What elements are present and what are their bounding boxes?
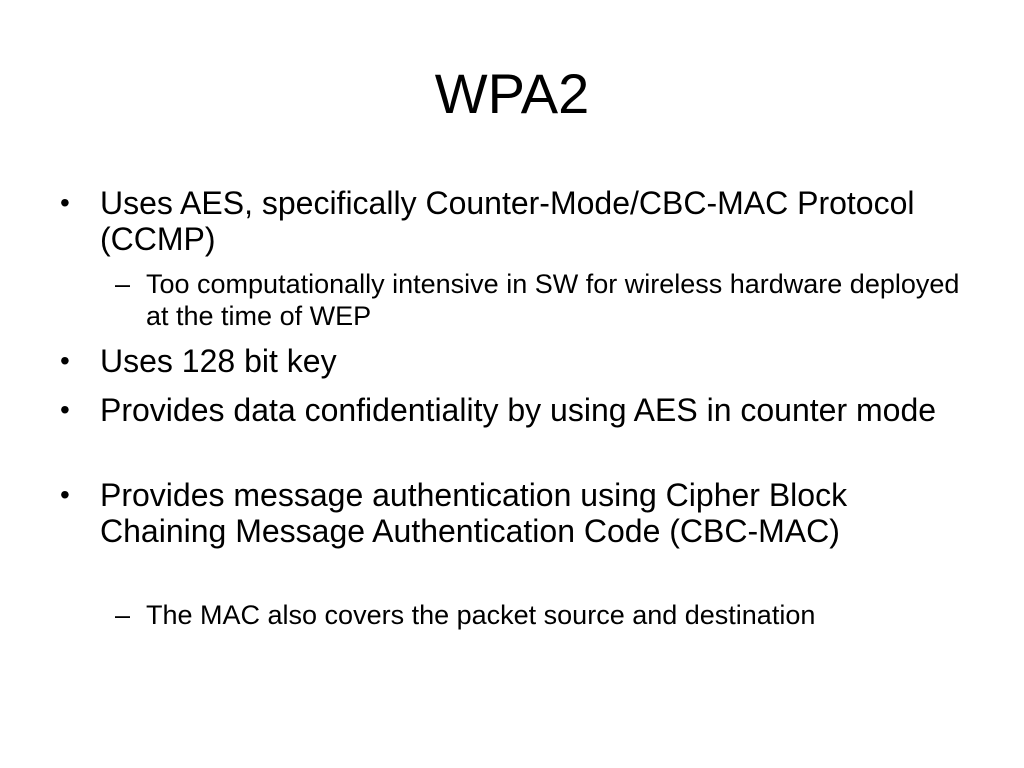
sub-bullet-text: The MAC also covers the packet source and destination — [146, 600, 816, 630]
bullet-item — [60, 477, 980, 549]
bullet-marker: • — [60, 345, 70, 376]
slide-title: WPA2 — [434, 62, 590, 125]
bullet-text: Uses AES, specifically Counter-Mode/CBC-MAC Protocol (CCMP) — [100, 185, 915, 257]
bullet-text: Provides data confidentiality by using AES in counter mode — [100, 392, 937, 428]
bullet-marker: • — [60, 394, 70, 425]
bullet-item — [60, 343, 980, 379]
bullet-item — [60, 392, 980, 428]
sub-bullet-item — [115, 599, 976, 631]
bullet-marker: • — [60, 187, 70, 218]
sub-bullet-marker: – — [115, 269, 131, 299]
sub-bullet-text: Too computationally intensive in SW for wireless hardware deployed at the time of WEP — [146, 269, 960, 331]
bullet-marker: • — [60, 479, 70, 510]
bullet-item — [60, 185, 980, 257]
sub-bullet-item — [115, 268, 976, 332]
bullet-text: Uses 128 bit key — [100, 343, 337, 379]
sub-bullet-marker: – — [115, 600, 131, 630]
bullet-text: Provides message authentication using Cipher Block Chaining Message Authentication Code (CBC-MAC) — [100, 477, 848, 549]
